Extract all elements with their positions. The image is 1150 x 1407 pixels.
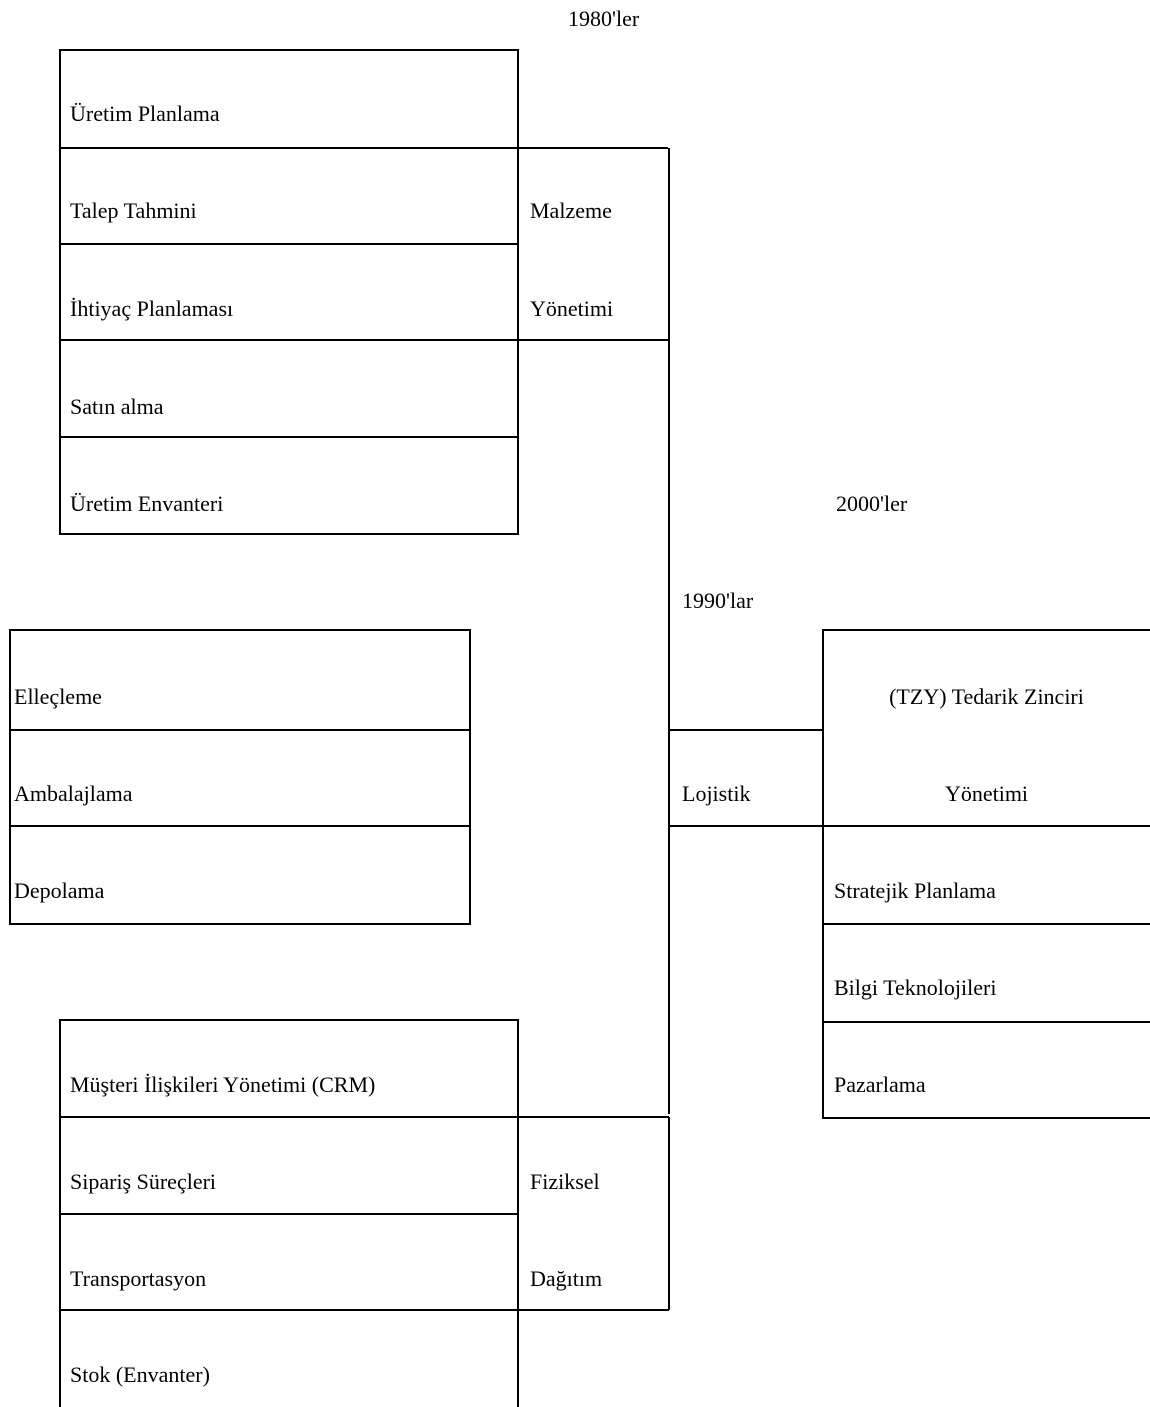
scm-title-line1: (TZY) Tedarik Zinciri xyxy=(889,684,1084,709)
distribution-item-2: Sipariş Süreçleri xyxy=(70,1169,217,1194)
logistics-label: Lojistik xyxy=(682,781,751,806)
material-item-2: Talep Tahmini xyxy=(70,198,197,223)
distribution-item-3: Transportasyon xyxy=(70,1266,207,1291)
logistics-item-3: Depolama xyxy=(14,878,105,903)
physical-distribution-label-line2: Dağıtım xyxy=(530,1266,603,1291)
logistics-item-1: Elleçleme xyxy=(14,684,102,709)
material-item-4: Satın alma xyxy=(70,394,164,419)
material-management-label-line2: Yönetimi xyxy=(530,296,614,321)
logistics-item-2: Ambalajlama xyxy=(14,781,133,806)
year-1990s-label: 1990'lar xyxy=(682,588,754,613)
year-1980s-label: 1980'ler xyxy=(568,6,640,31)
scm-title-line2: Yönetimi xyxy=(944,781,1029,806)
physical-distribution-label-line1: Fiziksel xyxy=(530,1169,600,1194)
material-management-label-line1: Malzeme xyxy=(530,198,612,223)
year-2000s-label: 2000'ler xyxy=(836,491,908,516)
scm-item-1: Stratejik Planlama xyxy=(834,878,996,903)
scm-item-3: Pazarlama xyxy=(834,1072,926,1097)
scm-item-2: Bilgi Teknolojileri xyxy=(834,975,997,1000)
distribution-item-1: Müşteri İlişkileri Yönetimi (CRM) xyxy=(70,1072,376,1097)
material-item-1: Üretim Planlama xyxy=(70,101,220,126)
material-item-5: Üretim Envanteri xyxy=(70,491,224,516)
distribution-item-4: Stok (Envanter) xyxy=(70,1362,210,1387)
material-item-3: İhtiyaç Planlaması xyxy=(70,296,234,321)
